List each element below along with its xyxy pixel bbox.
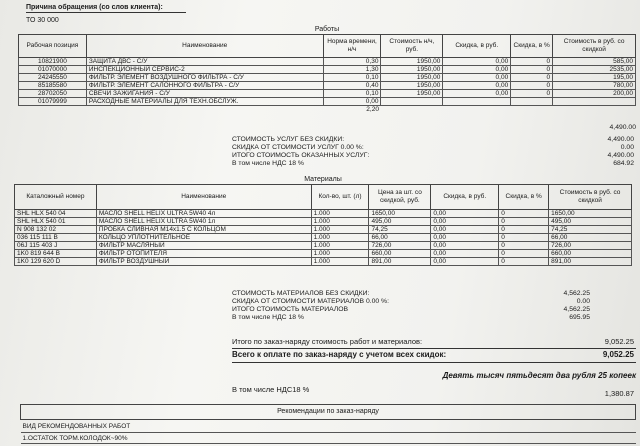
materials-cell: 06J 115 403 J: [15, 242, 97, 250]
vat-row: [232, 385, 636, 398]
works_summary-value: 684.92: [613, 160, 634, 167]
materials-cell: 66,00: [549, 234, 632, 242]
recommend-table: [20, 404, 636, 444]
materials-cell: 495,00: [369, 218, 431, 226]
materials-cell: SHL HLX 540 04: [15, 210, 97, 218]
works-cell: ФИЛЬТР. ЭЛЕМЕНТ ВОЗДУШНОГО ФИЛЬТРА - С/У: [86, 74, 323, 82]
materials-header: Наименование: [96, 185, 311, 210]
materials-table: [14, 176, 632, 266]
divider: [232, 348, 636, 349]
materials-cell: N 908 132 02: [15, 226, 97, 234]
works-cell: РАСХОДНЫЕ МАТЕРИАЛЫ ДЛЯ ТЕХН.ОБСЛУЖ.: [86, 98, 323, 106]
materials_summary-value: 4,562.25: [563, 290, 590, 297]
works-blank-cell: [19, 106, 87, 114]
works_summary-label: СКИДКА ОТ СТОИМОСТИ УСЛУГ 0.00 %:: [232, 144, 364, 151]
works-row: [19, 66, 636, 74]
works_summary-line: [232, 160, 636, 168]
works-total-top: 4,490.00: [609, 124, 636, 131]
materials-cell: 495,00: [549, 218, 632, 226]
materials_summary-value: 695.95: [569, 314, 590, 321]
works-cell: 0,00: [323, 98, 381, 106]
pay-total-row: [232, 351, 636, 359]
works-blank-cell: [443, 106, 511, 114]
reason-value: ТО 30 000: [26, 17, 59, 24]
order-total-label: Итого по заказ-наряду стоимость работ и материалов:: [232, 337, 423, 346]
materials-cell: ФИЛЬТР ВОЗДУШНЫЙ: [96, 258, 311, 266]
works-row: [19, 90, 636, 98]
works-cell: 0,00: [443, 66, 511, 74]
reason-label: Причина обращения (со слов клиента):: [26, 4, 186, 13]
materials_summary-line: [232, 290, 592, 298]
works-header: Рабочая позиция: [19, 35, 87, 58]
works-header: Скидка, в %: [511, 35, 553, 58]
materials_summary-label: СКИДКА ОТ СТОИМОСТИ МАТЕРИАЛОВ 0.00 %:: [232, 298, 389, 305]
materials-cell: 036 115 111 B: [15, 234, 97, 242]
works-header: Стоимость в руб. со скидкой: [553, 35, 636, 58]
materials-cell: 0,00: [431, 250, 499, 258]
works-cell: 0: [511, 90, 553, 98]
works-cell: 0: [511, 58, 553, 66]
materials-cell: 0,00: [431, 242, 499, 250]
works-header: Стоимость н/ч, руб.: [381, 35, 443, 58]
works-cell: 1,30: [323, 66, 381, 74]
works-row: [19, 74, 636, 82]
materials-cell: 726,00: [369, 242, 431, 250]
materials-cell: 0: [499, 218, 549, 226]
materials_summary-label: СТОИМОСТЬ МАТЕРИАЛОВ БЕЗ СКИДКИ:: [232, 290, 370, 297]
materials-cell: 0: [499, 210, 549, 218]
materials-cell: 0,00: [431, 226, 499, 234]
works-cell: 10821900: [19, 58, 87, 66]
works-cell: 1950,00: [381, 74, 443, 82]
works-header: Скидка, в руб.: [443, 35, 511, 58]
materials-cell: 0: [499, 258, 549, 266]
works-cell: СВЕЧИ ЗАЖИГАНИЯ - С/У: [86, 90, 323, 98]
materials-header: Цена за шт. со скидкой, руб.: [369, 185, 431, 210]
works-cell: 0,00: [443, 58, 511, 66]
materials-cell: 1.000: [311, 218, 369, 226]
materials_summary-line: [232, 298, 592, 306]
materials-cell: 660,00: [369, 250, 431, 258]
works-blank-cell: [511, 106, 553, 114]
materials-cell: 1650,00: [549, 210, 632, 218]
works-cell: 1950,00: [381, 82, 443, 90]
works-cell: ЗАЩИТА ДВС - С/У: [86, 58, 323, 66]
works-cell: 85185580: [19, 82, 87, 90]
works-row: [19, 98, 636, 106]
works-cell: [381, 98, 443, 106]
materials-cell: 1K0 129 620 D: [15, 258, 97, 266]
materials-cell: ПРОБКА СЛИВНАЯ М14х1.5 С КОЛЬЦОМ: [96, 226, 311, 234]
materials-cell: SHL HLX 540 01: [15, 218, 97, 226]
divider: [232, 362, 636, 363]
materials-cell: 0,00: [431, 258, 499, 266]
materials-cell: ФИЛЬТР ОТОПИТЕЛЯ: [96, 250, 311, 258]
works-table: [18, 26, 636, 113]
materials-row: [15, 242, 632, 250]
order-total-value: 9,052.25: [604, 337, 634, 346]
materials-cell: КОЛЬЦО УПЛОТНИТЕЛЬНОЕ: [96, 234, 311, 242]
works-header: Наименование: [86, 35, 323, 58]
reason-block: [26, 4, 626, 24]
works-cell: 0,30: [323, 58, 381, 66]
materials-cell: 1650,00: [369, 210, 431, 218]
vat-label: В том числе НДС18 %: [232, 385, 310, 394]
works-blank-cell: [86, 106, 323, 114]
materials-cell: 1.000: [311, 234, 369, 242]
materials_summary-line: [232, 306, 592, 314]
works_summary-line: [232, 152, 636, 160]
materials-cell: 74,25: [549, 226, 632, 234]
works-row: [19, 82, 636, 90]
pay-total-value: 9,052.25: [602, 350, 634, 359]
materials-cell: 1.000: [311, 242, 369, 250]
materials-header: Стоимость в руб. со скидкой: [549, 185, 632, 210]
materials-cell: 0: [499, 242, 549, 250]
materials-header: Кол-во, шт. (л): [311, 185, 369, 210]
works_summary-label: ИТОГО СТОИМОСТЬ ОКАЗАННЫХ УСЛУГ:: [232, 152, 370, 159]
pay-total-label: Всего к оплате по заказ-наряду с учетом всех скидок:: [232, 350, 447, 359]
works-cell: 0,10: [323, 90, 381, 98]
materials-cell: ФИЛЬТР МАСЛЯНЫЙ: [96, 242, 311, 250]
works-cell: 0,00: [443, 90, 511, 98]
works-cell: 0,00: [443, 74, 511, 82]
materials-cell: 1.000: [311, 226, 369, 234]
materials-cell: 74,25: [369, 226, 431, 234]
works_summary-line: [232, 136, 636, 144]
works-cell: 0: [511, 66, 553, 74]
materials_summary-value: 0.00: [576, 298, 590, 305]
materials-row: [15, 218, 632, 226]
recommend-header: ВИД РЕКОМЕНДОВАННЫХ РАБОТ: [21, 420, 636, 433]
works-blank-cell: [381, 106, 443, 114]
materials-cell: 726,00: [549, 242, 632, 250]
materials_summary-label: ИТОГО СТОИМОСТЬ МАТЕРИАЛОВ: [232, 306, 349, 313]
amount-in-words: Девять тысяч пятьдесят два рубля 25 копеек: [442, 371, 636, 380]
works-title: Работы: [314, 26, 340, 33]
recommend-title: Рекомендации по заказ-наряду: [21, 405, 636, 420]
materials_summary-line: [232, 314, 592, 322]
materials-header: Скидка, в %: [499, 185, 549, 210]
vat-value: 1,380.87: [604, 389, 634, 398]
works-total-hours: 2,20: [366, 106, 379, 113]
materials-cell: 0: [499, 234, 549, 242]
materials-cell: 0: [499, 250, 549, 258]
works-cell: 780,00: [553, 82, 636, 90]
materials-header: Каталожный номер: [15, 185, 97, 210]
works-cell: 0: [511, 82, 553, 90]
materials-cell: 0,00: [431, 218, 499, 226]
order-total-row: [232, 338, 636, 346]
materials-cell: 660,00: [549, 250, 632, 258]
materials-row: [15, 210, 632, 218]
works-cell: 0,00: [443, 82, 511, 90]
materials-cell: 1.000: [311, 258, 369, 266]
works_summary-value: 0.00: [620, 144, 634, 151]
works-header-row: [19, 35, 636, 58]
materials-row: [15, 226, 632, 234]
works-cell: 585,00: [553, 58, 636, 66]
materials-row: [15, 258, 632, 266]
works_summary-value: 4,490.00: [607, 136, 634, 143]
works-cell: 28702050: [19, 90, 87, 98]
works-cell: ФИЛЬТР. ЭЛЕМЕНТ САЛОННОГО ФИЛЬТРА - С/У: [86, 82, 323, 90]
works_summary-value: 4,490.00: [607, 152, 634, 159]
materials-header-row: [15, 185, 632, 210]
materials-cell: 1K0 819 644 B: [15, 250, 97, 258]
works-cell: 01070000: [19, 66, 87, 74]
materials-cell: МАСЛО SHELL HELIX ULTRA 5W40 4л: [96, 210, 311, 218]
works_summary-label: В том числе НДС 18 %: [232, 160, 304, 167]
materials-row: [15, 234, 632, 242]
materials_summary-value: 4,562.25: [563, 306, 590, 313]
materials-header: Скидка, в руб.: [431, 185, 499, 210]
works-cell: 1950,00: [381, 58, 443, 66]
works-total-row: [19, 106, 636, 114]
materials-cell: МАСЛО SHELL HELIX ULTRA 5W40 1л: [96, 218, 311, 226]
works-cell: [511, 98, 553, 106]
works-cell: 01079999: [19, 98, 87, 106]
works-cell: 24245550: [19, 74, 87, 82]
materials-row: [15, 250, 632, 258]
works-cell: 0: [511, 74, 553, 82]
works-cell: 0,10: [323, 74, 381, 82]
materials-cell: 0: [499, 226, 549, 234]
works-cell: ИНСПЕКЦИОННЫЙ СЕРВИС-2: [86, 66, 323, 74]
works-row: [19, 58, 636, 66]
works-header: Норма времени, н/ч: [323, 35, 381, 58]
recommend-item: 1.ОСТАТОК ТОРМ.КОЛОДОК~90%: [21, 433, 636, 444]
works_summary-label: СТОИМОСТЬ УСЛУГ БЕЗ СКИДКИ:: [232, 136, 345, 143]
materials_summary-label: В том числе НДС 18 %: [232, 314, 304, 321]
works-cell: [553, 98, 636, 106]
works-cell: [443, 98, 511, 106]
materials-cell: 891,00: [549, 258, 632, 266]
works-cell: 2535,00: [553, 66, 636, 74]
materials-cell: 891,00: [369, 258, 431, 266]
materials-cell: 1.000: [311, 250, 369, 258]
works_summary-line: [232, 144, 636, 152]
works-cell: 195,00: [553, 74, 636, 82]
materials-cell: 0,00: [431, 234, 499, 242]
works-cell: 0,40: [323, 82, 381, 90]
works-cell: 1950,00: [381, 90, 443, 98]
materials-cell: 66,00: [369, 234, 431, 242]
works-cell: 1950,00: [381, 66, 443, 74]
works-cell: 200,00: [553, 90, 636, 98]
materials-cell: 1.000: [311, 210, 369, 218]
materials-title: Материалы: [304, 176, 342, 183]
works-blank-cell: [553, 106, 636, 114]
materials-cell: 0,00: [431, 210, 499, 218]
